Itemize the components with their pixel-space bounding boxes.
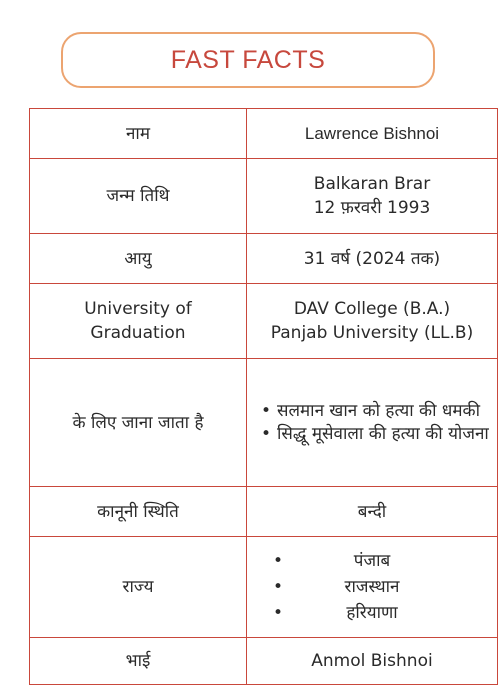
brother-value: Anmol Bishnoi bbox=[247, 638, 498, 685]
name-value: Lawrence Bishnoi bbox=[247, 109, 498, 159]
birth-label: जन्म तिथि bbox=[30, 159, 247, 234]
page-title: FAST FACTS bbox=[170, 45, 326, 74]
age-value: 31 वर्ष (2024 तक) bbox=[247, 234, 498, 284]
table-row-age bbox=[30, 234, 498, 284]
list-item: • पंजाब bbox=[253, 548, 491, 574]
list-item: • राजस्थान bbox=[253, 574, 491, 600]
known-for-list bbox=[253, 400, 491, 446]
name-label: नाम bbox=[30, 109, 247, 159]
university-value bbox=[247, 284, 498, 359]
state-value bbox=[247, 537, 498, 638]
table-row-brother bbox=[30, 638, 498, 685]
university-label-line2: Graduation bbox=[90, 323, 186, 343]
list-item: • सिद्धू मूसेवाला की हत्या की योजना bbox=[277, 423, 491, 446]
birth-value bbox=[247, 159, 498, 234]
table-row-legal-status bbox=[30, 487, 498, 537]
table-row-university bbox=[30, 284, 498, 359]
table-row-state bbox=[30, 537, 498, 638]
university-label-line1: University of bbox=[84, 299, 192, 319]
title-box bbox=[61, 32, 435, 88]
list-item: • हरियाणा bbox=[253, 600, 491, 626]
known-for-label: के लिए जाना जाता है bbox=[30, 359, 247, 487]
state-list bbox=[253, 548, 491, 626]
table-row-birth bbox=[30, 159, 498, 234]
list-item: • सलमान खान को हत्या की धमकी bbox=[277, 400, 491, 423]
known-for-value bbox=[247, 359, 498, 487]
age-label: आयु bbox=[30, 234, 247, 284]
birth-value-line2: 12 फ़रवरी 1993 bbox=[313, 198, 431, 218]
university-value-line1: DAV College (B.A.) bbox=[293, 299, 451, 319]
birth-value-line1: Balkaran Brar bbox=[313, 174, 431, 194]
table-row-known-for bbox=[30, 359, 498, 487]
state-label: राज्य bbox=[30, 537, 247, 638]
table-row-name bbox=[30, 109, 498, 159]
university-label bbox=[30, 284, 247, 359]
brother-label: भाई bbox=[30, 638, 247, 685]
legal-status-value: बन्दी bbox=[247, 487, 498, 537]
legal-status-label: कानूनी स्थिति bbox=[30, 487, 247, 537]
university-value-line2: Panjab University (LL.B) bbox=[270, 323, 474, 343]
facts-table bbox=[29, 108, 498, 685]
